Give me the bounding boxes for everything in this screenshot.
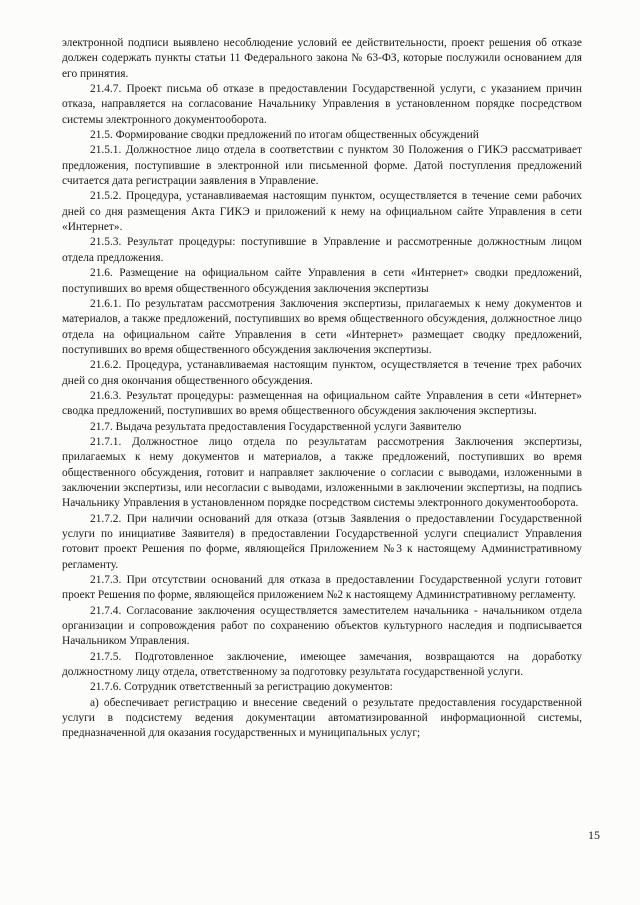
paragraph-21-7-5: 21.7.5. Подготовленное заключение, имеющее замечания, возвращаются на доработку должностному лицу отдела, ответственному за подготовку результата государственной услуги. bbox=[62, 650, 582, 679]
list-item-a: а) обеспечивает регистрацию и внесение сведений о результате предоставления государственной услуги в подсистему ведения документации автоматизированной информационной системы, предназначенной для оказания государственных и муниципальных услуг; bbox=[62, 696, 582, 740]
paragraph-21-7-6: 21.7.6. Сотрудник ответственный за регистрацию документов: bbox=[90, 681, 393, 694]
paragraph-21-5-2: 21.5.2. Процедура, устанавливаемая настоящим пунктом, осуществляется в течение семи рабочих дней со дня размещения Акта ГИКЭ и приложений к нему на официальном сайте Управления в сети «Интернет». bbox=[62, 190, 582, 234]
paragraph-21-5-1: 21.5.1. Должностное лицо отдела в соответствии с пунктом 30 Положения о ГИКЭ рассматривает предложения, поступившие в электронной или письменной форме. Датой поступления предложений считается дата регистрации заявления в Управление. bbox=[62, 144, 582, 188]
paragraph-21-7-4: 21.7.4. Согласование заключения осуществляется заместителем начальника - начальником отдела организации и сопровождения работ по сохранению объектов культурного наследия и подписывается Начальником Управления. bbox=[62, 604, 582, 648]
section-heading-21-7: 21.7. Выдача результата предоставления Государственной услуги Заявителю bbox=[90, 420, 462, 433]
paragraph-21-6-3: 21.6.3. Результат процедуры: размещенная на официальном сайте Управления в сети «Интернет» сводка предложений, поступивших во время общественного обсуждения заключения экспертизы. bbox=[62, 389, 582, 418]
section-heading-21-6: 21.6. Размещение на официальном сайте Управления в сети «Интернет» сводки предложений, поступивших во время общественного обсуждения заключения экспертизы bbox=[62, 267, 582, 295]
paragraph-21-7-3: 21.7.3. При отсутствии оснований для отказа в предоставлении Государственной услуги готовит проект Решения по форме, являющейся приложением №2 к настоящему Административному регламенту. bbox=[62, 574, 582, 602]
paragraph-21-6-2: 21.6.2. Процедура, устанавливаемая настоящим пунктом, осуществляется в течение трех рабочих дней со дня окончания общественного обсуждения. bbox=[62, 359, 582, 387]
section-heading-21-5: 21.5. Формирование сводки предложений по итогам общественных обсуждений bbox=[90, 129, 479, 142]
paragraph-21-4-7: 21.4.7. Проект письма об отказе в предоставлении Государственной услуги, с указанием причин отказа, направляется на согласование Начальнику Управления в установленном порядке посредством системы электронного документооборота. bbox=[62, 83, 582, 126]
paragraph-continuation: электронной подписи выявлено несоблюдение условий ее действительности, проект решения об отказе должен содержать пункты статьи 11 Федерального закона № 63-ФЗ, которые послужили основанием для его принятия. bbox=[62, 37, 582, 80]
paragraph-21-5-3: 21.5.3. Результат процедуры: поступившие в Управление и рассмотренные должностным лицом отдела предложения. bbox=[62, 236, 582, 264]
paragraph-21-7-2: 21.7.2. При наличии оснований для отказа (отзыв Заявления о предоставлении Государственной услуги по инициативе Заявителя) в предоставлении Государственной услуги специалист Управления готовит проект Решения по форме, являющейся Приложением №3 к настоящему Административному регламенту. bbox=[62, 512, 582, 571]
page-number: 15 bbox=[588, 828, 600, 842]
paragraph-21-6-1: 21.6.1. По результатам рассмотрения Заключения экспертизы, прилагаемых к нему документов и материалов, а также предложений, поступивших во время общественного обсуждения, должностное лицо отдела на официальном сайте Управления в сети «Интернет» размещает сводку предложений, поступивших во время общественного обсуждения заключения экспертизы. bbox=[62, 297, 582, 356]
paragraph-21-7-1: 21.7.1. Должностное лицо отдела по результатам рассмотрения Заключения экспертизы, прилагаемых к нему документов и материалов, а также предложений, поступивших во время общественного обсуждения, готовит и направляет заключение о согласии с выводами, изложенными в заключении экспертизы, или несогласии с выводами, изложенными в заключении экспертизы, на подпись Начальнику Управления в установленном порядке посредством системы электронного документооборота. bbox=[62, 435, 582, 510]
